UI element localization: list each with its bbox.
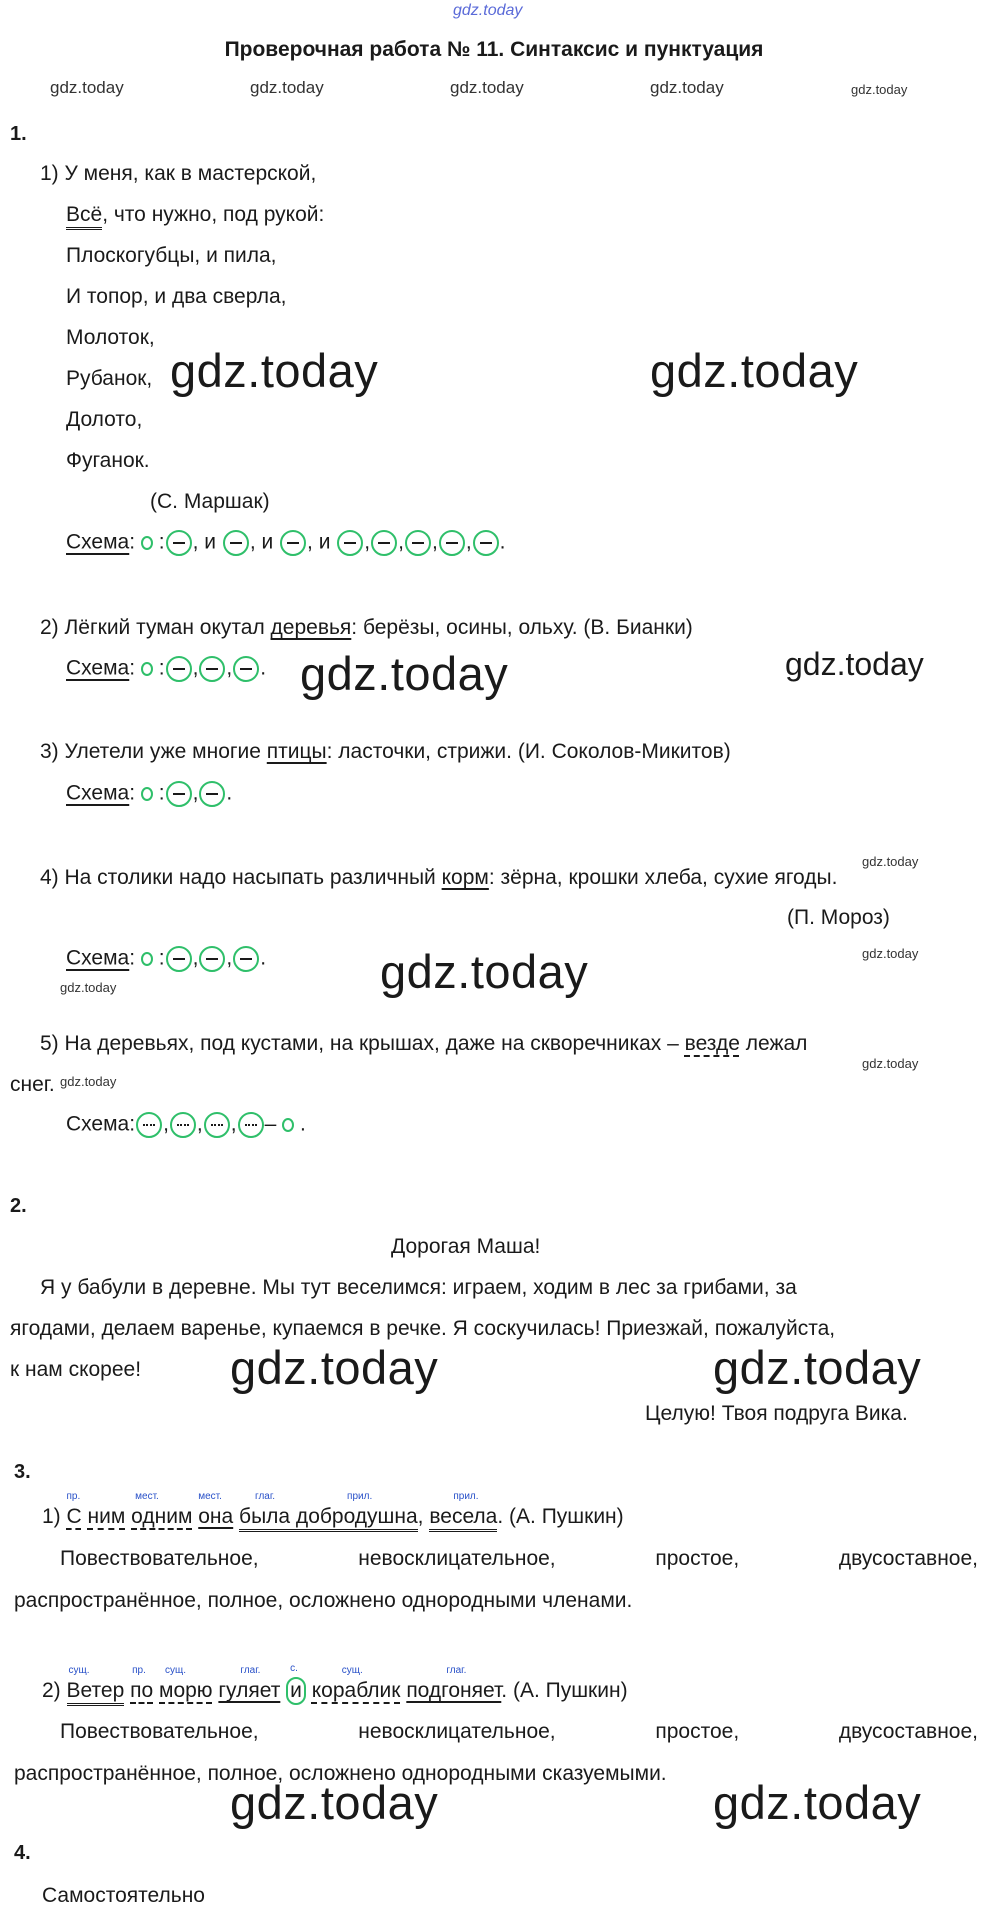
watermark-small: gdz.today [50,78,124,97]
sentence-text: 5) На деревьях, под кустами, на крышах, даже на скворечниках – [40,1032,685,1055]
pos-label: сущ. [165,1665,187,1676]
member-circle-icon [204,1112,230,1138]
sentence-3 [40,740,731,764]
poem-line: 1) У меня, как в мастерской, [40,162,317,185]
description-word: двусоставное, [838,1547,978,1570]
word [198,1491,234,1528]
word [429,1491,498,1528]
sentence-prefix: 1) [42,1505,67,1528]
letter-closing: Целую! Твоя подруга Вика. [645,1402,908,1425]
scheme-label: Схема [66,781,130,805]
watermark-small: gdz.today [450,78,524,97]
sentence-tail: . (А. Пушкин) [497,1505,624,1528]
sentence-text: : берёзы, осины, ольху. (В. Бианки) [351,616,693,639]
member-circle-icon [280,530,306,556]
generalizing-word: везде [684,1032,740,1055]
watermark-large: gdz.today [300,647,509,700]
pos-label: прил. [347,1491,373,1502]
watermark-large: gdz.today [170,344,379,397]
watermark-small: gdz.today [250,78,324,97]
watermark-small: gdz.today [862,1056,919,1071]
generalizing-word: птицы [266,740,327,763]
pos-label: пр. [132,1665,146,1676]
sentence-text: лежал [739,1032,808,1055]
sentence-text: 4) На столики надо насыпать различный [40,866,442,889]
watermark-large: gdz.today [230,1776,439,1829]
subject: Всё [66,203,102,230]
member-circle-icon [166,781,192,807]
poem-line-rest: , что нужно, под рукой: [102,203,325,226]
word [66,1491,82,1528]
word-text: была добродушна [239,1505,418,1532]
poem-line: И топор, и два сверла, [66,285,287,308]
scheme-label: Схема [66,1112,130,1136]
pos-label: сущ. [341,1665,363,1676]
task-number: 3. [14,1461,31,1483]
letter-body: ягодами, делаем варенье, купаемся в речке. Я соскучилась! Приезжай, пожалуйста, [10,1317,836,1340]
pos-label: глаг. [255,1491,276,1502]
description-line: распространённое, полное, осложнено однородными членами. [14,1589,633,1612]
sentence-continuation: снег. [10,1073,55,1096]
pos-label: прил. [453,1491,479,1502]
sentence-tail: . (А. Пушкин) [501,1679,628,1702]
word [130,1665,154,1702]
task-answer: Самостоятельно [42,1884,205,1907]
word [218,1665,281,1702]
generalizing-word: корм [441,866,489,889]
author: (С. Маршак) [150,490,270,513]
description-word: простое, [655,1547,740,1570]
watermark-small: gdz.today [60,980,117,995]
letter-body: Я у бабули в деревне. Мы тут веселимся: играем, ходим в лес за грибами, за [40,1276,797,1299]
generalizing-word-icon [141,662,153,676]
description-line [60,1547,978,1571]
member-circle-icon [199,781,225,807]
scheme-3: Схема: : , . [66,781,232,807]
sentence-5 [40,1032,807,1056]
member-circle-icon [136,1112,162,1138]
watermark-small: gdz.today [862,946,919,961]
scheme-label: Схема [66,656,130,680]
word [286,1663,306,1702]
watermark-small: gdz.today [862,854,919,869]
member-circle-icon [473,530,499,556]
description-word: Повествовательное, [60,1547,259,1570]
scheme-5: Схема: , , , – . [66,1112,306,1138]
poem-line: Фуганок. [66,449,150,472]
watermark-medium: gdz.today [785,646,924,682]
member-circle-icon [166,530,192,556]
generalizing-word-icon [141,787,153,801]
word [239,1491,418,1528]
parsed-sentence-2 [42,1663,628,1705]
member-circle-icon [238,1112,264,1138]
description-word: двусоставное, [838,1720,978,1743]
description-word: простое, [655,1720,740,1743]
generalizing-word-icon [141,536,153,550]
pos-label: сущ. [68,1665,90,1676]
poem-line: Плоскогубцы, и пила, [66,244,277,267]
member-circle-icon [439,530,465,556]
parsed-sentence-1: 1) пр. С ним мест. одним мест. она глаг. прил. была добродушна, прил. весела. (А. Пушкин) [42,1505,624,1529]
sentence-text: 2) Лёгкий туман окутал [40,616,271,639]
word-text: весела [429,1505,497,1532]
letter-greeting: Дорогая Маша! [391,1235,541,1258]
sentence-text: : зёрна, крошки хлеба, сухие ягоды. [488,866,838,889]
word [66,1665,125,1702]
description-word: Повествовательное, [60,1720,259,1743]
task-number: 4. [14,1842,31,1864]
sentence-2 [40,616,693,640]
header-watermark: gdz.today [453,2,523,19]
watermark-small: gdz.today [60,1074,117,1089]
watermark-large: gdz.today [230,1341,439,1394]
word-text: одним [131,1505,193,1528]
description-line [60,1720,978,1744]
member-circle-icon [233,946,259,972]
member-circle-icon [223,530,249,556]
pos-label: пр. [66,1491,81,1502]
task-number: 1. [10,123,27,145]
word-text: по [130,1679,154,1702]
watermark-large: gdz.today [650,344,859,397]
word [88,1505,126,1528]
watermark-large: gdz.today [713,1341,922,1394]
word-text: ним [87,1505,126,1528]
conjunction-circled: и [286,1677,306,1705]
generalizing-word: деревья [270,616,352,639]
pos-label: глаг. [446,1665,467,1676]
scheme-1: Схема: : , и , и , и , , , , . [66,530,506,556]
word [131,1491,193,1528]
member-circle-icon [166,656,192,682]
scheme-label: Схема [66,946,130,970]
member-circle-icon [371,530,397,556]
description-word: невосклицательное, [358,1720,556,1743]
watermark-large: gdz.today [713,1776,922,1829]
member-circle-icon [337,530,363,556]
word-text: морю [159,1679,213,1702]
poem-line: Рубанок, [66,367,153,390]
pos-label: глаг. [240,1665,261,1676]
word [406,1665,502,1702]
letter-body: к нам скорее! [10,1358,142,1381]
sentence-prefix: 2) [42,1679,67,1702]
description-word: невосклицательное, [358,1547,556,1570]
watermark-small: gdz.today [650,78,724,97]
poem-line: Долото, [66,408,143,431]
watermark-small: gdz.today [851,82,908,97]
sentence-text: 3) Улетели уже многие [40,740,267,763]
word-text: кораблик [311,1679,401,1702]
word-text: она [198,1505,234,1528]
word [159,1665,213,1702]
pos-label: мест. [198,1491,222,1502]
pos-label: мест. [135,1491,159,1502]
sentence-4 [40,866,837,890]
word-text: подгоняет [406,1679,502,1702]
poem-line [66,203,324,227]
member-circle-icon [405,530,431,556]
page-title: Проверочная работа № 11. Синтаксис и пунктуация [224,38,764,61]
generalizing-word-icon [141,952,153,966]
scheme-4: Схема: : , , . [66,946,266,972]
scheme-label: Схема [66,530,130,554]
scheme-2: Схема: : , , . [66,656,266,682]
member-circle-icon [233,656,259,682]
sentence-text: : ласточки, стрижи. (И. Соколов-Микитов) [326,740,731,763]
member-circle-icon [170,1112,196,1138]
task-number: 2. [10,1195,27,1217]
pos-label: с. [290,1663,298,1674]
word-text: Ветер [67,1679,125,1706]
member-circle-icon [166,946,192,972]
poem-line: Молоток, [66,326,155,349]
word [311,1665,401,1702]
member-circle-icon [199,656,225,682]
author: (П. Мороз) [787,906,890,929]
generalizing-word-icon [282,1118,294,1132]
word-text: гуляет [218,1679,281,1702]
member-circle-icon [199,946,225,972]
word-text: С [66,1505,82,1528]
watermark-large: gdz.today [380,945,589,998]
description-line: распространённое, полное, осложнено однородными сказуемыми. [14,1762,667,1785]
